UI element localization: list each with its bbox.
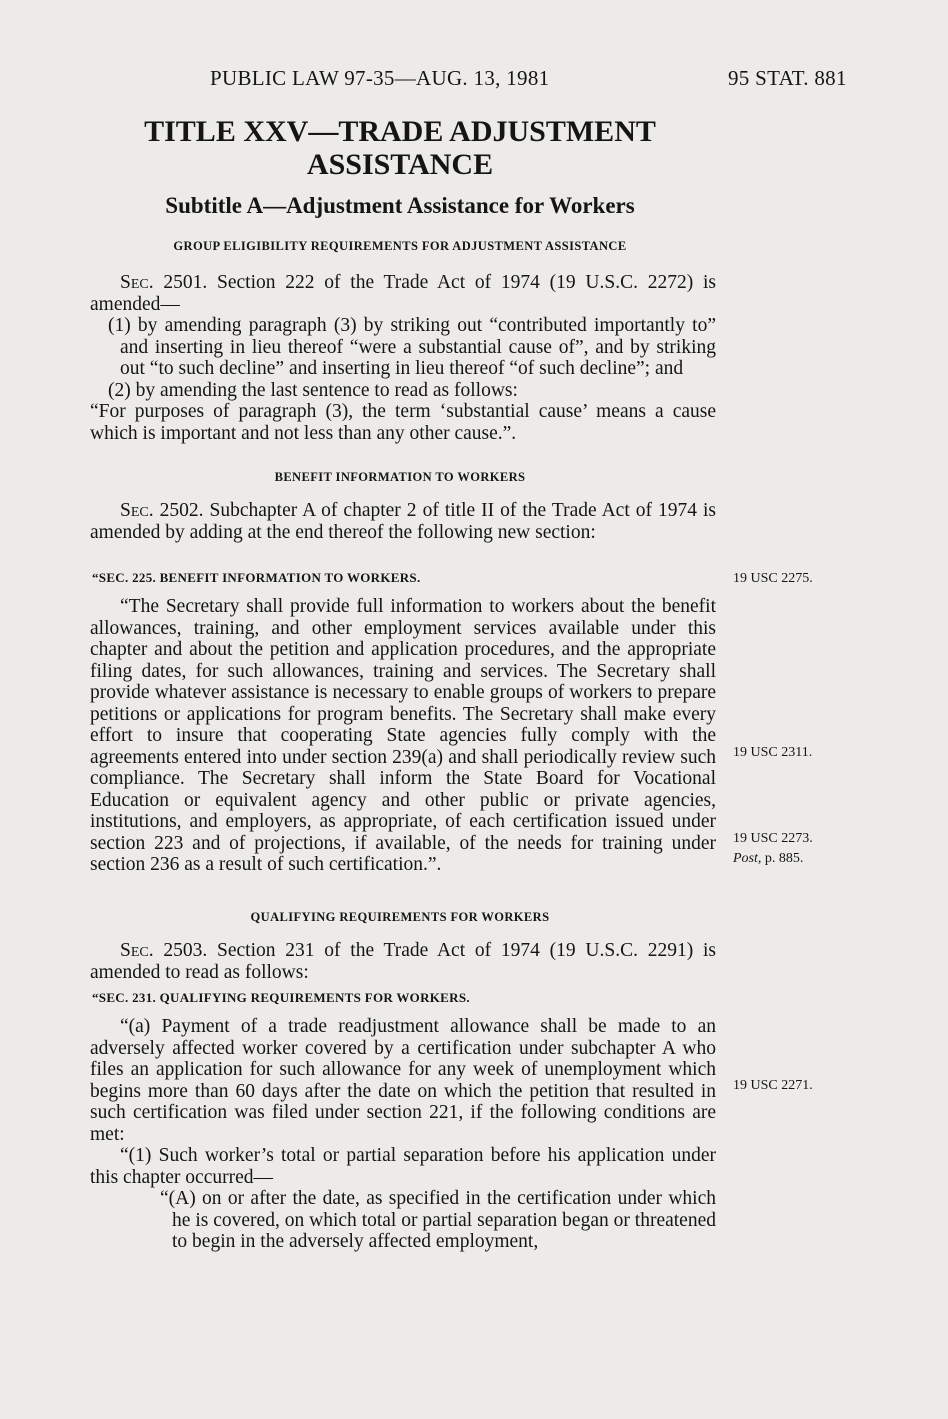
- section-225-body: “The Secretary shall provide full information to workers about the benefit allowances, training, and other employment services available under this chapter and about the petition and application procedures, and the appropriate filing dates, for such allowances, training and services. The Secretary shall provide whatever assistance is necessary to enable groups of workers to prepare petitions or applications for program benefits. The Secretary shall make every effort to insure that cooperating State agencies fully comply with the agreements entered into under section 239(a) and shall periodically review such compliance. The Secretary shall inform the State Board for Vocational Education or equivalent agency and other public or private agencies, institutions, and employers, as appropriate, of each certification issued under section 223 and of projections, if available, of the needs for training under section 236 as a result of such certification.”.: [90, 596, 716, 875]
- section-2502-heading: BENEFIT INFORMATION TO WORKERS: [274, 470, 526, 484]
- subtitle-heading: Subtitle A—Adjustment Assistance for Workers: [165, 193, 635, 218]
- section-231-para-1: “(1) Such worker’s total or partial separation before his application under this chapter occurred—: [90, 1145, 716, 1188]
- margin-note-19-usc-2271: 19 USC 2271.: [733, 1078, 813, 1093]
- running-header-right: 95 STAT. 881: [728, 66, 847, 90]
- title-line-2: ASSISTANCE: [306, 148, 494, 181]
- section-2501-intro-text: Section 222 of the Trade Act of 1974 (19 U.S.C. 2272) is amended—: [90, 272, 716, 315]
- section-2501-heading: GROUP ELIGIBILITY REQUIREMENTS FOR ADJUSTMENT ASSISTANCE: [173, 239, 627, 253]
- section-2501-quote: “For purposes of paragraph (3), the term ‘substantial cause’ means a cause which is important and not less than any other cause.”.: [90, 401, 716, 444]
- section-225-body-block: [90, 596, 716, 876]
- section-2503-intro-text: Section 231 of the Trade Act of 1974 (19 U.S.C. 2291) is amended to read as follows:: [90, 940, 716, 983]
- section-2503-heading: QUALIFYING REQUIREMENTS FOR WORKERS: [250, 910, 550, 924]
- section-2503-label: Sec. 2503.: [120, 940, 208, 961]
- section-2501-item-2: (2) by amending the last sentence to read as follows:: [108, 379, 518, 401]
- section-231-subheading: “SEC. 231. QUALIFYING REQUIREMENTS FOR WORKERS.: [92, 990, 470, 1005]
- running-header-left: PUBLIC LAW 97-35—AUG. 13, 1981: [210, 66, 550, 90]
- margin-note-19-usc-2273: 19 USC 2273.: [733, 831, 813, 846]
- section-2503-intro: [90, 940, 716, 983]
- section-2502-intro-text: Subchapter A of chapter 2 of title II of the Trade Act of 1974 is amended by adding at the end thereof the following new section:: [90, 500, 716, 543]
- section-2501-label: Sec. 2501.: [120, 272, 208, 293]
- section-2501-intro: [90, 272, 716, 315]
- margin-note-post-page: p. 885.: [761, 851, 804, 866]
- margin-note-post-885: [733, 851, 803, 867]
- section-231-para-a: “(a) Payment of a trade readjustment allowance shall be made to an adversely affected worker covered by a certification under subchapter A who files an application for such allowance for any week of unemployment which begins more than 60 days after the date on which the petition that resulted in such certification was filed under section 221, if the following conditions are met:: [90, 1016, 716, 1145]
- margin-note-post-italic: Post,: [733, 851, 762, 866]
- margin-note-19-usc-2311: 19 USC 2311.: [733, 745, 813, 760]
- section-2501-text: [90, 272, 716, 444]
- section-225-subheading: “SEC. 225. BENEFIT INFORMATION TO WORKERS.: [92, 570, 421, 585]
- section-2501-item-1: (1) by amending paragraph (3) by striking out “contributed importantly to” and inserting in lieu thereof “were a substantial cause of”, and by striking out “to such decline” and inserting in lieu thereof “of such decline”; and: [108, 315, 716, 379]
- title-line-1: TITLE XXV—TRADE ADJUSTMENT: [144, 115, 656, 148]
- title-heading: [80, 115, 720, 181]
- section-231-body-block: [90, 1016, 716, 1253]
- section-2502-intro-block: [90, 500, 716, 543]
- section-231-para-A: “(A) on or after the date, as specified in the certification under which he is covered, on which total or partial separation began or threatened to begin in the adversely affected employment,: [160, 1188, 716, 1252]
- section-2502-label: Sec. 2502.: [120, 500, 204, 521]
- section-2503-intro-block: [90, 940, 716, 983]
- section-2502-intro: [90, 500, 716, 543]
- margin-note-19-usc-2275: 19 USC 2275.: [733, 571, 813, 586]
